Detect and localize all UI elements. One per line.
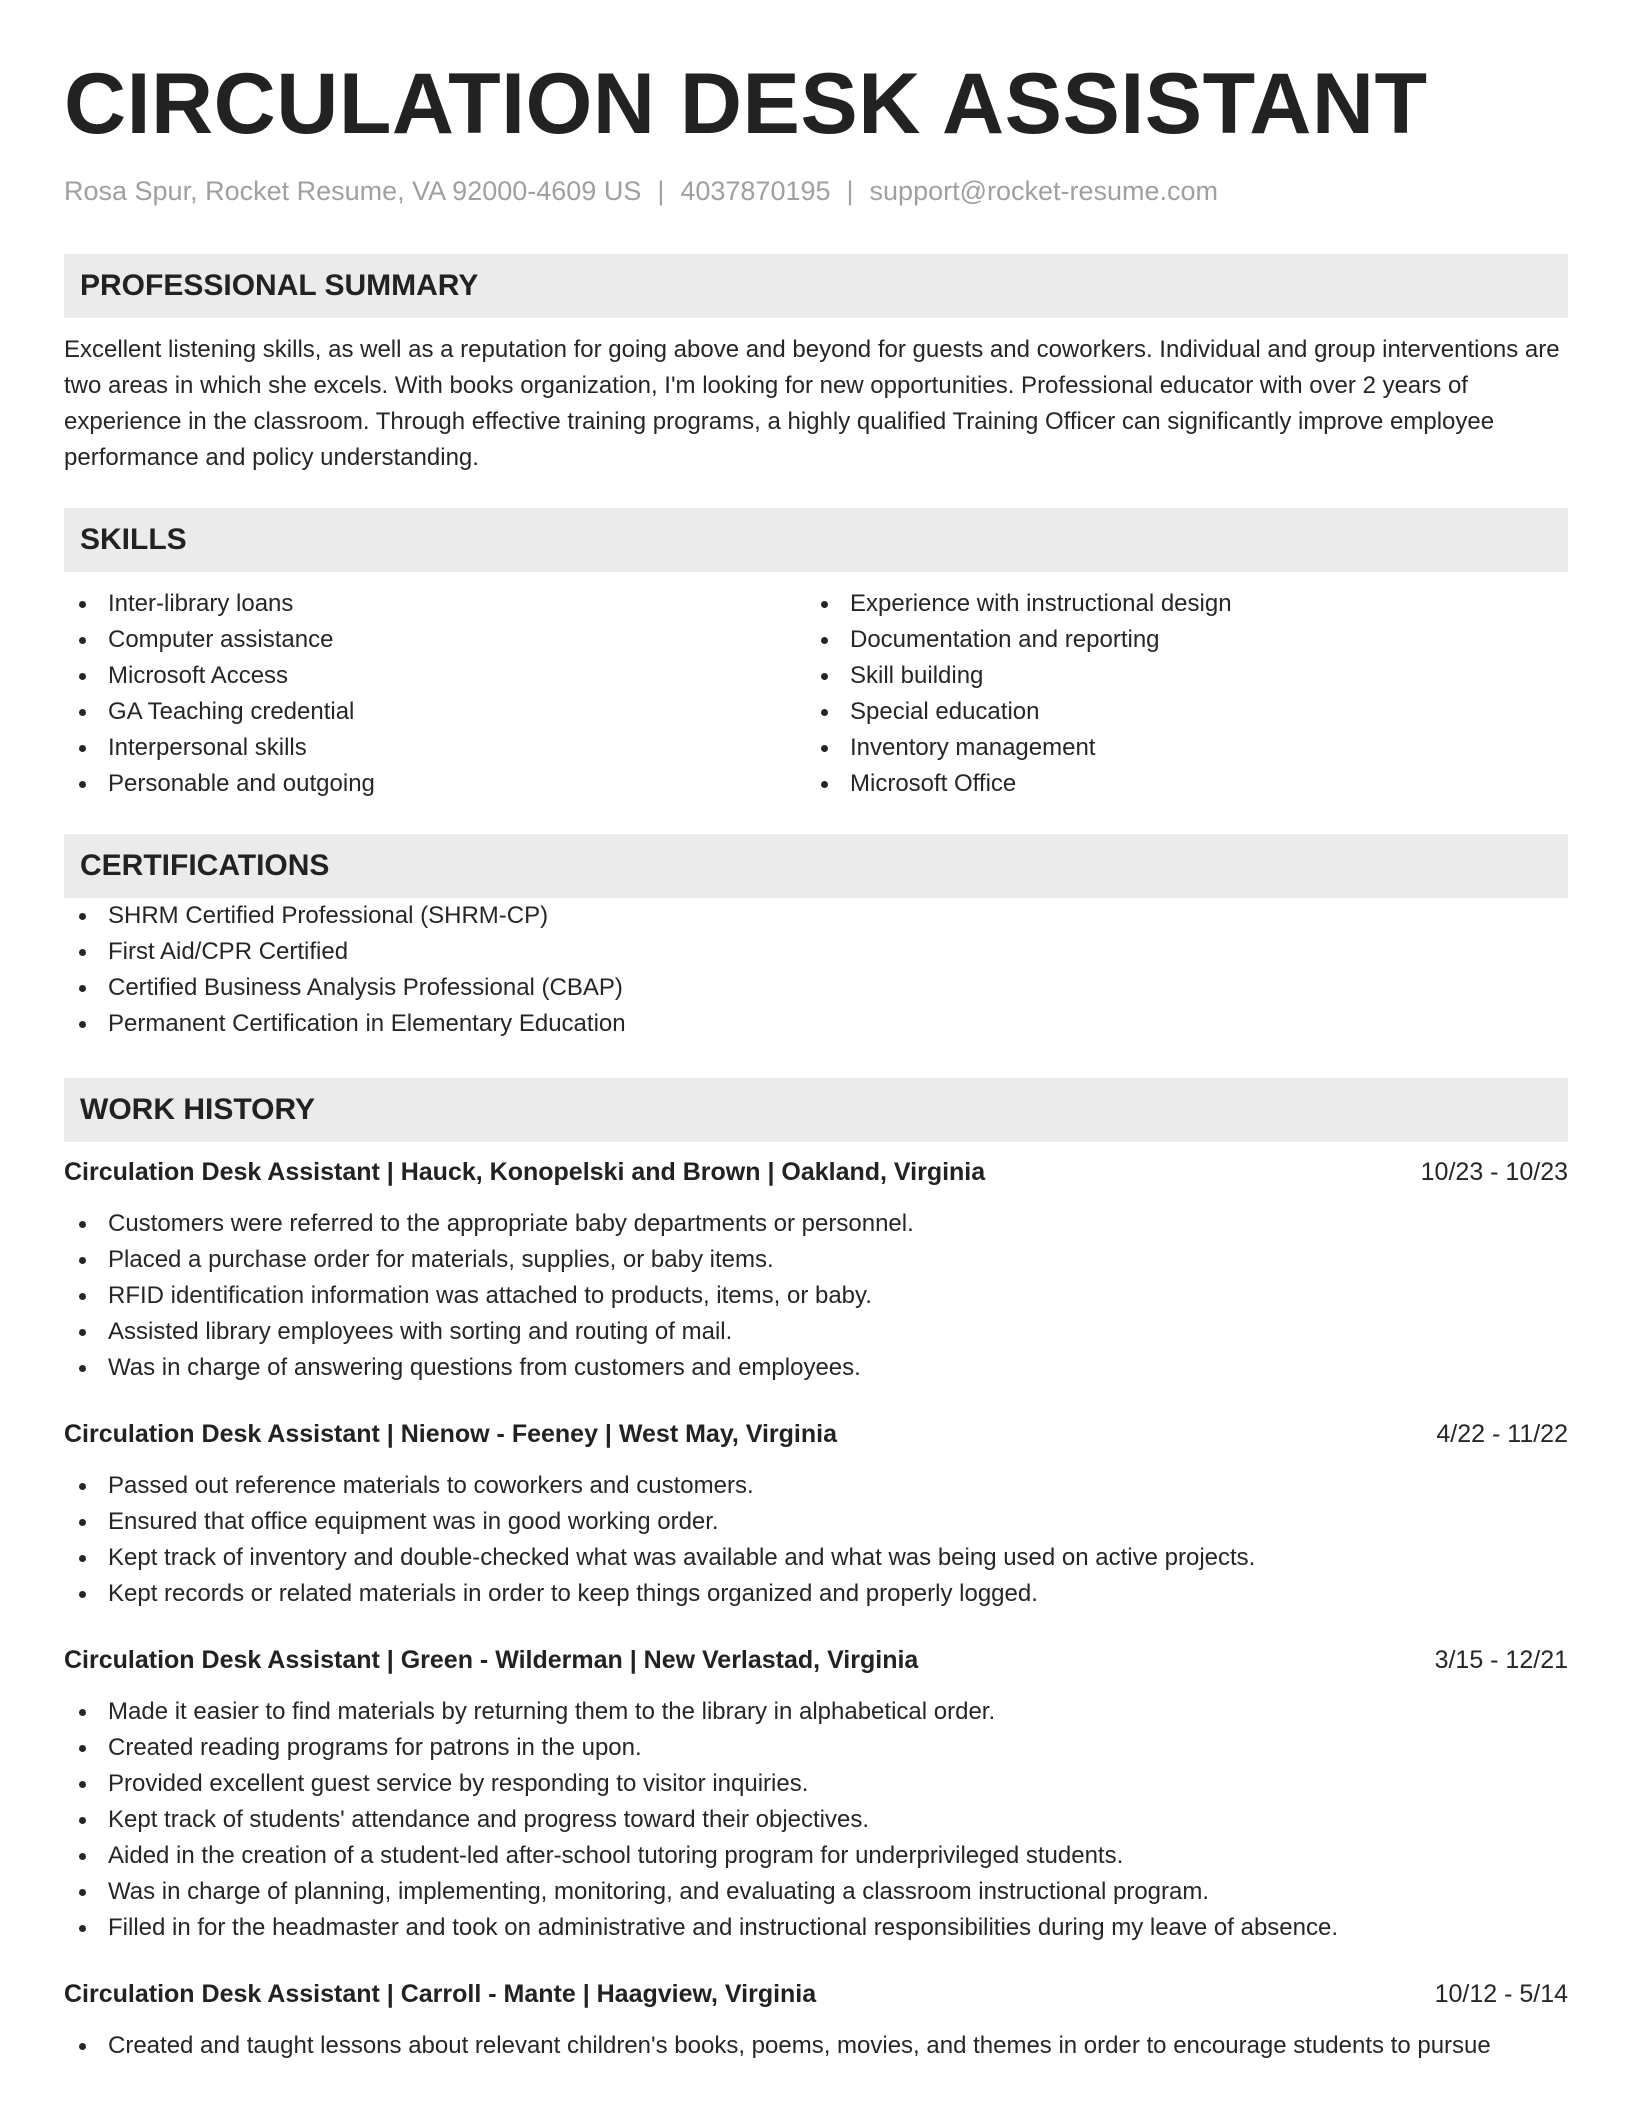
certifications-list [64, 898, 1568, 1042]
job-header [64, 1642, 1568, 1678]
job-header [64, 1416, 1568, 1452]
contact-separator: | [846, 176, 854, 206]
skills-columns [64, 586, 1568, 802]
job-bullet: Provided excellent guest service by responding to visitor inquiries. [64, 1766, 1568, 1802]
certification-item: First Aid/CPR Certified [64, 934, 1568, 970]
skill-item: Inventory management [806, 730, 1548, 766]
job-title: Circulation Desk Assistant | Nienow - Feeney | West May, Virginia [64, 1420, 837, 1448]
job-dates: 3/15 - 12/21 [1434, 1646, 1568, 1674]
job-bullets [64, 1468, 1568, 1612]
job-bullet: Placed a purchase order for materials, supplies, or baby items. [64, 1242, 1568, 1278]
job-bullet: Created reading programs for patrons in the upon. [64, 1730, 1568, 1766]
job-entry [64, 1976, 1568, 2064]
contact-separator: | [657, 176, 665, 206]
summary-section-heading: PROFESSIONAL SUMMARY [64, 254, 1568, 318]
resume-title: CIRCULATION DESK ASSISTANT [64, 56, 1428, 152]
contact-line [64, 174, 1568, 208]
job-bullets [64, 1206, 1568, 1386]
skill-item: Microsoft Office [806, 766, 1548, 802]
job-bullet: Assisted library employees with sorting and routing of mail. [64, 1314, 1568, 1350]
job-header [64, 1976, 1568, 2012]
job-bullets [64, 2028, 1568, 2064]
skill-item: Skill building [806, 658, 1548, 694]
job-entry [64, 1154, 1568, 1386]
job-entry [64, 1642, 1568, 1946]
job-bullet: Was in charge of planning, implementing, monitoring, and evaluating a classroom instructional program. [64, 1874, 1568, 1910]
contact-address: Rosa Spur, Rocket Resume, VA 92000-4609 US [64, 176, 642, 206]
skills-left-list [64, 586, 806, 802]
skills-section-heading: SKILLS [64, 508, 1568, 572]
job-bullet: Passed out reference materials to coworkers and customers. [64, 1468, 1568, 1504]
certification-item: Permanent Certification in Elementary Education [64, 1006, 1568, 1042]
skill-item: Documentation and reporting [806, 622, 1548, 658]
skill-item: Microsoft Access [64, 658, 806, 694]
job-bullet: Was in charge of answering questions from customers and employees. [64, 1350, 1568, 1386]
contact-phone: 4037870195 [680, 176, 831, 206]
skill-item: Interpersonal skills [64, 730, 806, 766]
job-bullet: Kept track of students' attendance and progress toward their objectives. [64, 1802, 1568, 1838]
skill-item: Personable and outgoing [64, 766, 806, 802]
job-dates: 10/23 - 10/23 [1420, 1158, 1568, 1186]
skill-item: GA Teaching credential [64, 694, 806, 730]
resume-page [64, 0, 1568, 2064]
job-dates: 4/22 - 11/22 [1436, 1420, 1568, 1448]
job-bullet: Created and taught lessons about relevant children's books, poems, movies, and themes in order to encourage students to pursue [64, 2028, 1568, 2064]
job-dates: 10/12 - 5/14 [1434, 1980, 1568, 2008]
certification-item: SHRM Certified Professional (SHRM-CP) [64, 898, 1568, 934]
certifications-section-heading: CERTIFICATIONS [64, 834, 1568, 898]
skill-item: Experience with instructional design [806, 586, 1548, 622]
job-entry [64, 1416, 1568, 1612]
job-bullet: Kept track of inventory and double-checked what was available and what was being used on active projects. [64, 1540, 1568, 1576]
job-title: Circulation Desk Assistant | Carroll - Mante | Haagview, Virginia [64, 1980, 817, 2008]
job-bullet: RFID identification information was attached to products, items, or baby. [64, 1278, 1568, 1314]
certification-item: Certified Business Analysis Professional (CBAP) [64, 970, 1568, 1006]
job-title: Circulation Desk Assistant | Hauck, Konopelski and Brown | Oakland, Virginia [64, 1158, 986, 1186]
work-history-section-heading: WORK HISTORY [64, 1078, 1568, 1142]
job-bullet: Ensured that office equipment was in good working order. [64, 1504, 1568, 1540]
job-bullet: Customers were referred to the appropriate baby departments or personnel. [64, 1206, 1568, 1242]
skill-item: Special education [806, 694, 1548, 730]
contact-email: support@rocket-resume.com [869, 176, 1219, 206]
job-bullet: Filled in for the headmaster and took on administrative and instructional responsibilities during my leave of absence. [64, 1910, 1568, 1946]
job-bullet: Kept records or related materials in order to keep things organized and properly logged. [64, 1576, 1568, 1612]
skill-item: Computer assistance [64, 622, 806, 658]
job-bullets [64, 1694, 1568, 1946]
job-header [64, 1154, 1568, 1190]
job-bullet: Made it easier to find materials by returning them to the library in alphabetical order. [64, 1694, 1568, 1730]
job-title: Circulation Desk Assistant | Green - Wilderman | New Verlastad, Virginia [64, 1646, 919, 1674]
skills-right-list [806, 586, 1548, 802]
summary-text: Excellent listening skills, as well as a reputation for going above and beyond for guests and coworkers. Individual and group interventions are two areas in which she excels. With books organization, I'm looking for new opportunities. Professional educator with over 2 years of experience in the classroom. Through effective training programs, a highly qualified Training Officer can significantly improve employee performance and policy understanding. [64, 336, 1560, 471]
skill-item: Inter-library loans [64, 586, 806, 622]
job-bullet: Aided in the creation of a student-led after-school tutoring program for underprivileged students. [64, 1838, 1568, 1874]
